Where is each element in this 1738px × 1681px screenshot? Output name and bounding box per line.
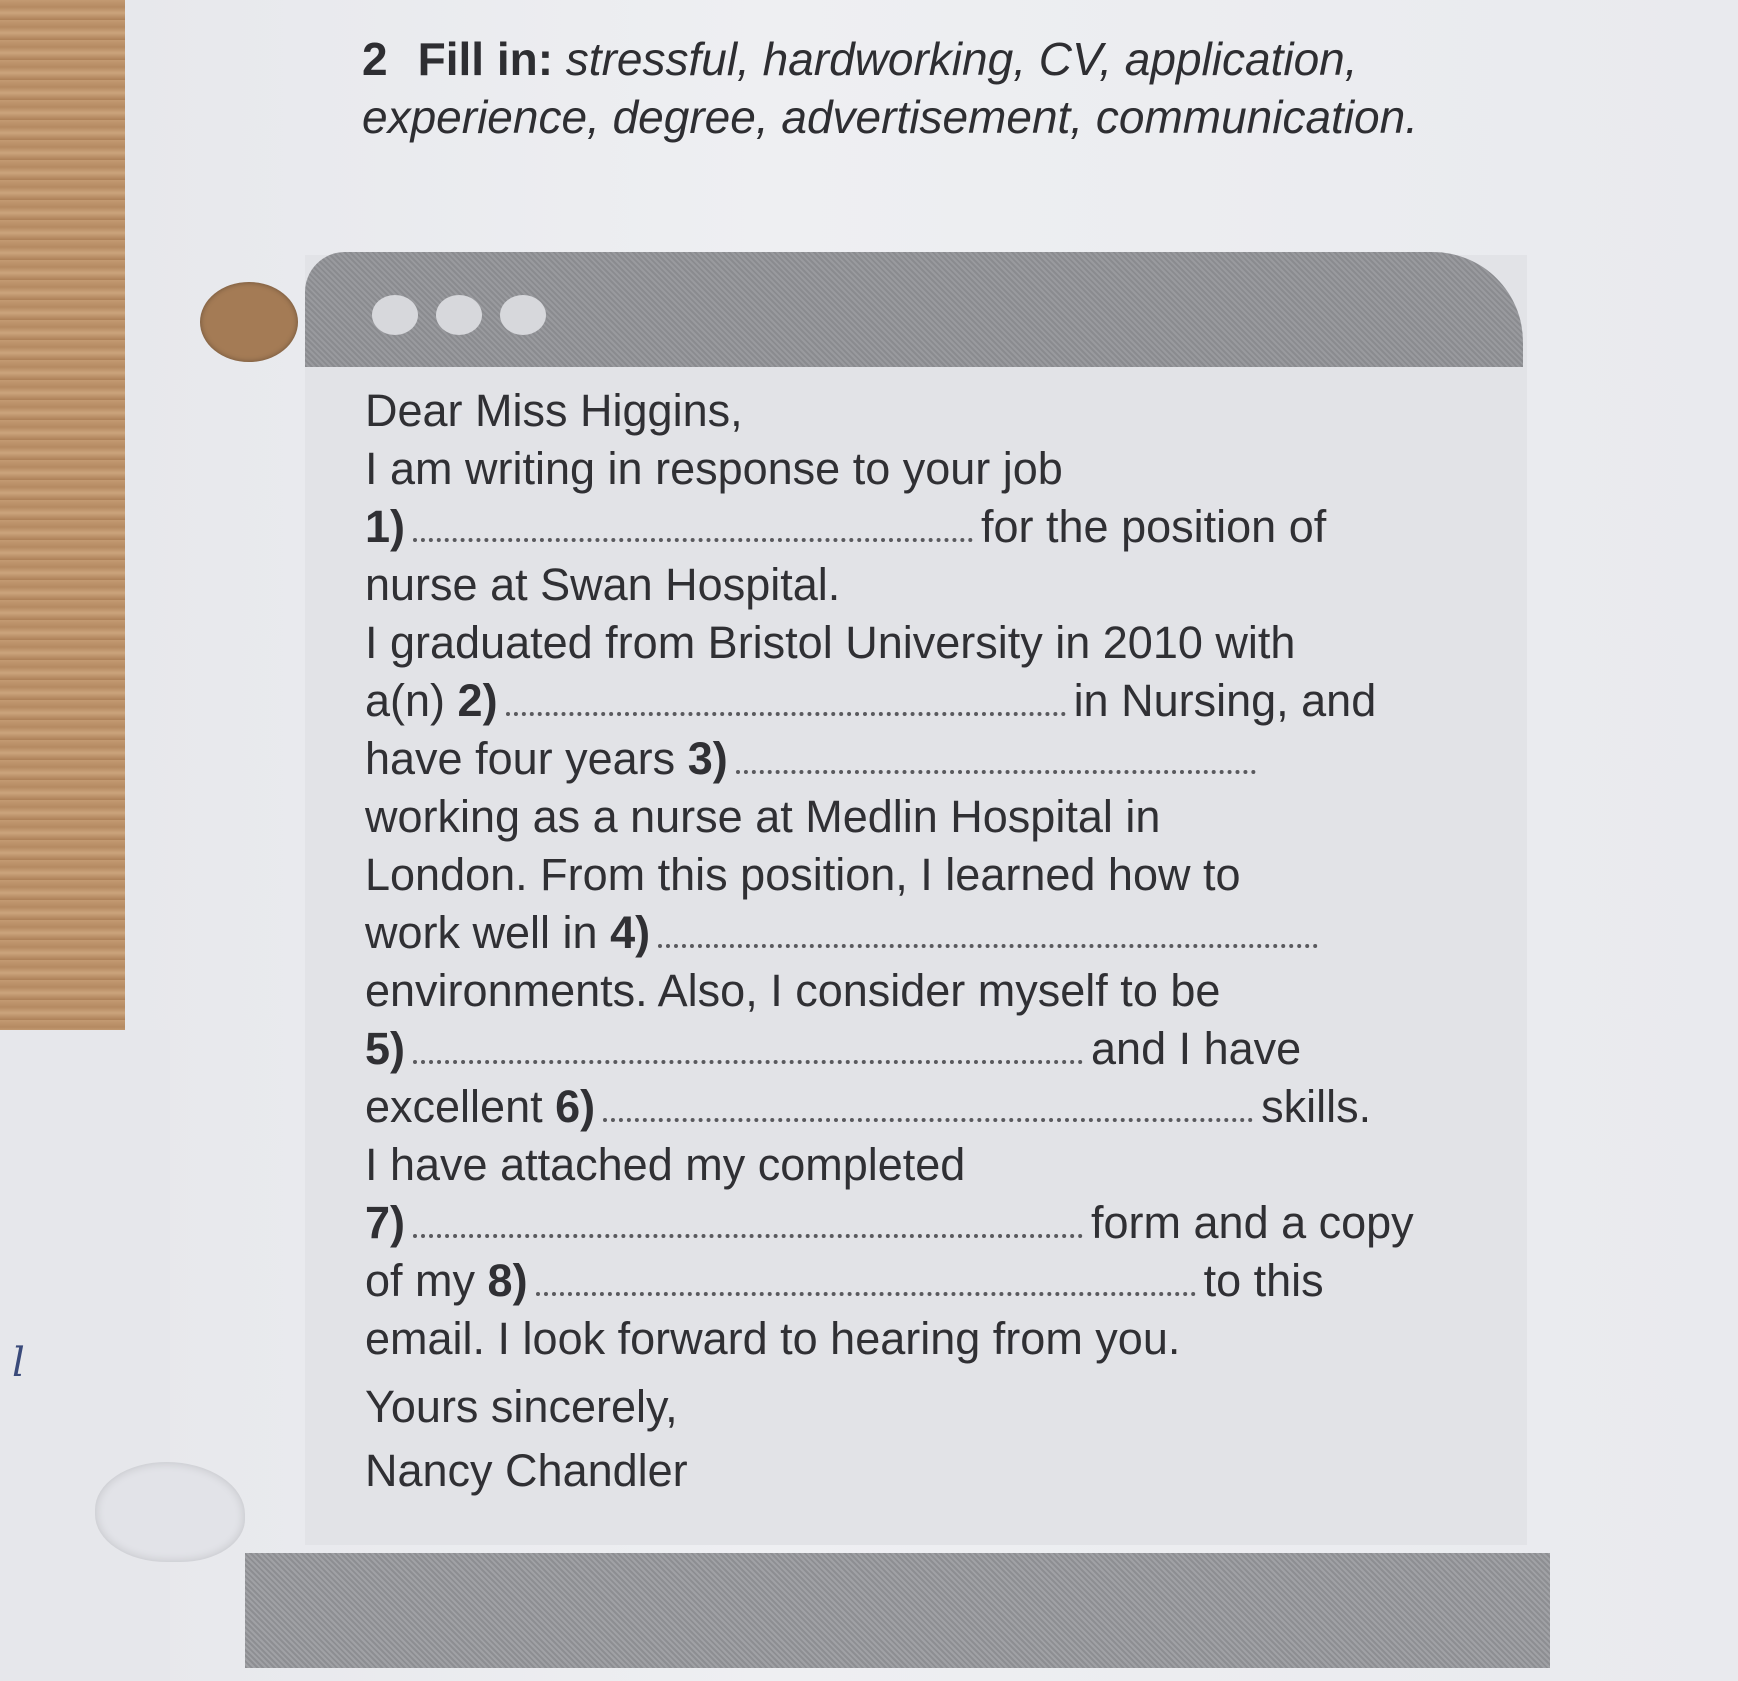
- fill-in-blank-5[interactable]: [413, 1030, 1083, 1064]
- blank-number: 2): [457, 675, 498, 726]
- letter-line: work well in 4): [365, 907, 1326, 959]
- letter-line: 1) for the position of: [365, 501, 1327, 552]
- letter-line: have four years 3): [365, 733, 1264, 785]
- email-card-footer: [245, 1553, 1550, 1668]
- blank-number: 4): [610, 907, 651, 958]
- torn-hole-icon: [95, 1462, 245, 1562]
- letter-closing: Yours sincerely,: [365, 1381, 678, 1432]
- letter-line: I graduated from Bristol University in 2010 with: [365, 617, 1296, 668]
- letter-line: excellent 6) skills.: [365, 1081, 1372, 1132]
- letter-line: a(n) 2) in Nursing, and: [365, 675, 1377, 726]
- blank-number: 7): [365, 1197, 406, 1248]
- letter-line: working as a nurse at Medlin Hospital in: [365, 791, 1161, 842]
- letter-line: I have attached my completed: [365, 1139, 966, 1190]
- window-dot-icon: [372, 295, 418, 335]
- letter-line: I am writing in response to your job: [365, 443, 1063, 494]
- page-corner: [0, 1030, 170, 1681]
- exercise-number: 2: [362, 33, 388, 85]
- blank-number: 6): [555, 1081, 596, 1132]
- blank-number: 1): [365, 501, 406, 552]
- letter-line: 5) and I have: [365, 1023, 1302, 1074]
- fill-in-blank-3[interactable]: [736, 740, 1256, 774]
- blank-number: 8): [487, 1255, 528, 1306]
- letter-line: London. From this position, I learned how to: [365, 849, 1241, 900]
- handwritten-margin-mark: l: [12, 1340, 25, 1386]
- fill-in-blank-4[interactable]: [658, 914, 1318, 948]
- email-card-header: [305, 252, 1523, 367]
- fill-in-blank-6[interactable]: [603, 1088, 1253, 1122]
- window-dot-icon: [500, 295, 546, 335]
- letter-line: of my 8) to this: [365, 1255, 1324, 1306]
- exercise-lead: Fill in:: [417, 33, 554, 85]
- punch-hole-icon: [200, 282, 298, 362]
- exercise-word-list: stressful, hardworking, CV, application, experience, degree, advertisement, communication.: [362, 33, 1419, 143]
- blank-number: 3): [687, 733, 728, 784]
- window-dot-icon: [436, 295, 482, 335]
- letter-line: email. I look forward to hearing from you.: [365, 1313, 1181, 1364]
- letter-line: environments. Also, I consider myself to be: [365, 965, 1221, 1016]
- fill-in-blank-2[interactable]: [506, 682, 1066, 716]
- fill-in-blank-8[interactable]: [536, 1262, 1196, 1296]
- fill-in-blank-7[interactable]: [413, 1204, 1083, 1238]
- letter-line: 7) form and a copy: [365, 1197, 1414, 1248]
- fill-in-blank-1[interactable]: [413, 508, 973, 542]
- letter-line: nurse at Swan Hospital.: [365, 559, 841, 610]
- exercise-instructions: [362, 30, 1562, 146]
- letter-signature: Nancy Chandler: [365, 1445, 688, 1496]
- letter-greeting: Dear Miss Higgins,: [365, 385, 743, 436]
- blank-number: 5): [365, 1023, 406, 1074]
